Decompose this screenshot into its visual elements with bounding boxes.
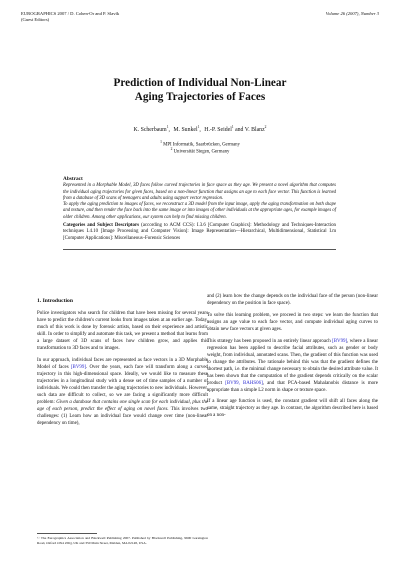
affiliation-number: 2 <box>170 146 173 151</box>
affiliation-text: MPI Informatik, Saarbrücken, Germany <box>163 142 240 148</box>
author-name: H.-P. Seidel <box>204 127 232 133</box>
abstract-section <box>63 176 336 242</box>
author-affiliation-mark: 2 <box>264 125 267 130</box>
categories-label: Categories and Subject Descriptors <box>63 223 140 229</box>
footnote-divider <box>37 533 97 534</box>
right-column <box>207 293 378 424</box>
copyright-footnote <box>37 536 208 545</box>
affiliation <box>0 142 400 149</box>
abstract-divider <box>63 249 336 250</box>
author-affiliation-mark: 1 <box>166 125 169 130</box>
categories-text: I.3.6 [Computer Graphics]: Methodology and Techniques-Interaction techniques I.4.10 [Image Processing and Computer Vision]: Image Representation—Hierarchical, Multidimensional, Statistical I.m [Computer Applications]: Miscellaneous–Forensic Sciences <box>63 223 336 241</box>
author-name: V. Blanz <box>244 127 265 133</box>
text-run: , and that PCA-based Mahalanobis distance is more appropriate than a simple L2 norm in shape or texture space. <box>207 380 378 393</box>
affiliation-text: Universität Siegen, Germany <box>173 149 230 155</box>
emphasized-text: Given a database that contains one single scan for each individual, plus the age of each person, predict the effect of aging on novel faces. <box>37 399 208 412</box>
author-affiliation-mark: 1 <box>231 125 234 130</box>
conference-line: EUROGRAPHICS 2007 / D. Cohen-Or and P. Slavík <box>21 11 120 16</box>
citation-link[interactable]: [BV99] <box>332 338 348 344</box>
abstract-heading: Abstract <box>63 176 83 182</box>
body-paragraph: If a linear age function is used, the constant gradient will shift all faces along the same, straight trajectory as they age. In contrast, the algorithm described here is based on a non- <box>207 399 378 419</box>
volume-line: Volume 26 (2007), Number 3 <box>325 11 379 16</box>
citation-link[interactable]: [BV99, BAHS06] <box>225 380 263 386</box>
text-run: , where a linear regression has been applied to describe facial attributes, such as gender or body weight, from individual, annotated scans. Then, the gradient of this function was used to change the attributes. The rationale behind this was that the gradient defines the shortest path, i.e. the minimal change necessary to obtain the desired attribute value. It has been shown that the computation of the gradient depends critically on the scalar product <box>207 338 379 386</box>
affiliation-number: 1 <box>160 140 162 144</box>
body-paragraph: Police investigators who search for children that have been missing for several years have to predict the children's current looks from images taken at an earlier age. Today, much of this work is done by forensic artists, based on their experience and artistic skill. In order to simplify and automate this task, we present a method that learns from a large dataset of 3D scans of faces how children grow, and applies this transformation to 3D faces and to images. <box>37 311 208 351</box>
text-run: In our approach, individual faces are represented as face vectors in a 3D Morphable Model of faces <box>37 357 208 370</box>
author-name: K. Scherbaum <box>133 127 167 133</box>
title-line-1: Prediction of Individual Non-Linear <box>113 77 287 89</box>
author-list: K. Scherbaum$^1$, M. Sunkel$^1$, H.-P. Seidel$^1$ and V. Blanz$^2$ <box>133 125 267 133</box>
citation-link[interactable]: [BV99] <box>70 364 86 370</box>
title-line-2: Aging Trajectories of Faces <box>134 91 266 103</box>
categories-descriptors <box>63 223 336 242</box>
abstract-paragraph: Represented in a Morphable Model, 3D faces follow curved trajectories in face space as they age. We present a novel algorithm that computes the individual aging trajectories for given faces, based on a non-linear function that assigns an age to each face vector. This function is learned from a database of 3D scans of teenagers and adults using support vector regression. <box>63 183 336 201</box>
affiliation <box>0 146 400 156</box>
author-connector: and <box>235 127 244 133</box>
categories-acm-note: (according to ACM CCS): <box>141 223 195 229</box>
text-run: This involves two challenges: (1) Learn how an individual face would change over time (non-linear dependency on time), <box>37 406 209 426</box>
running-head-left <box>21 11 119 23</box>
section-heading-introduction: 1. Introduction <box>37 298 73 304</box>
abstract-paragraph: To apply the aging prediction to images of faces, we reconstruct a 3D model from the input image, apply the aging transformation on both shape and texture, and then render the face back into the same image or into images of other individuals at the appropriate ages, for example images of older children. Among other applications, our system can help to find missing children. <box>63 202 336 220</box>
affiliation-list <box>0 142 400 156</box>
text-run: This strategy has been proposed in an entirely linear approach <box>207 338 333 344</box>
left-column <box>37 298 208 432</box>
body-paragraph <box>37 357 208 427</box>
paper-title <box>0 76 400 104</box>
copyright-icon: © <box>37 536 40 540</box>
copyright-text: The Eurographics Association and Blackwell Publishing 2007. Published by Blackwell Publishing, 9600 Garsington Road, Oxford OX4 2DQ, UK and 350 Main Street, Malden, MA 02148, USA. <box>37 536 208 545</box>
body-paragraph: and (2) learn how the change depends on the individual face of the person (non-linear dependency on the position in face space). <box>207 294 378 306</box>
author-name: M. Sunkel <box>173 127 198 133</box>
author-affiliation-mark: 1 <box>197 125 200 130</box>
body-paragraph: To solve this learning problem, we proceed in two steps: we learn the function that assigns an age value to each face vector, and compute individual aging curves to obtain new face vectors at given ages. <box>207 312 378 332</box>
text-run: . Over the years, each face will transform along a curved trajectory in this high-dimensional space. Ideally, we would like to measure these trajectories in a longitudinal study with a dense set of time samples of a number of individuals. We could then transfer the aging trajectories to new individuals. However, such data are difficult to collect, so we are facing a significantly more difficult problem: <box>37 364 208 405</box>
body-paragraph <box>207 338 378 394</box>
editors-line: (Guest Editors) <box>21 17 50 22</box>
